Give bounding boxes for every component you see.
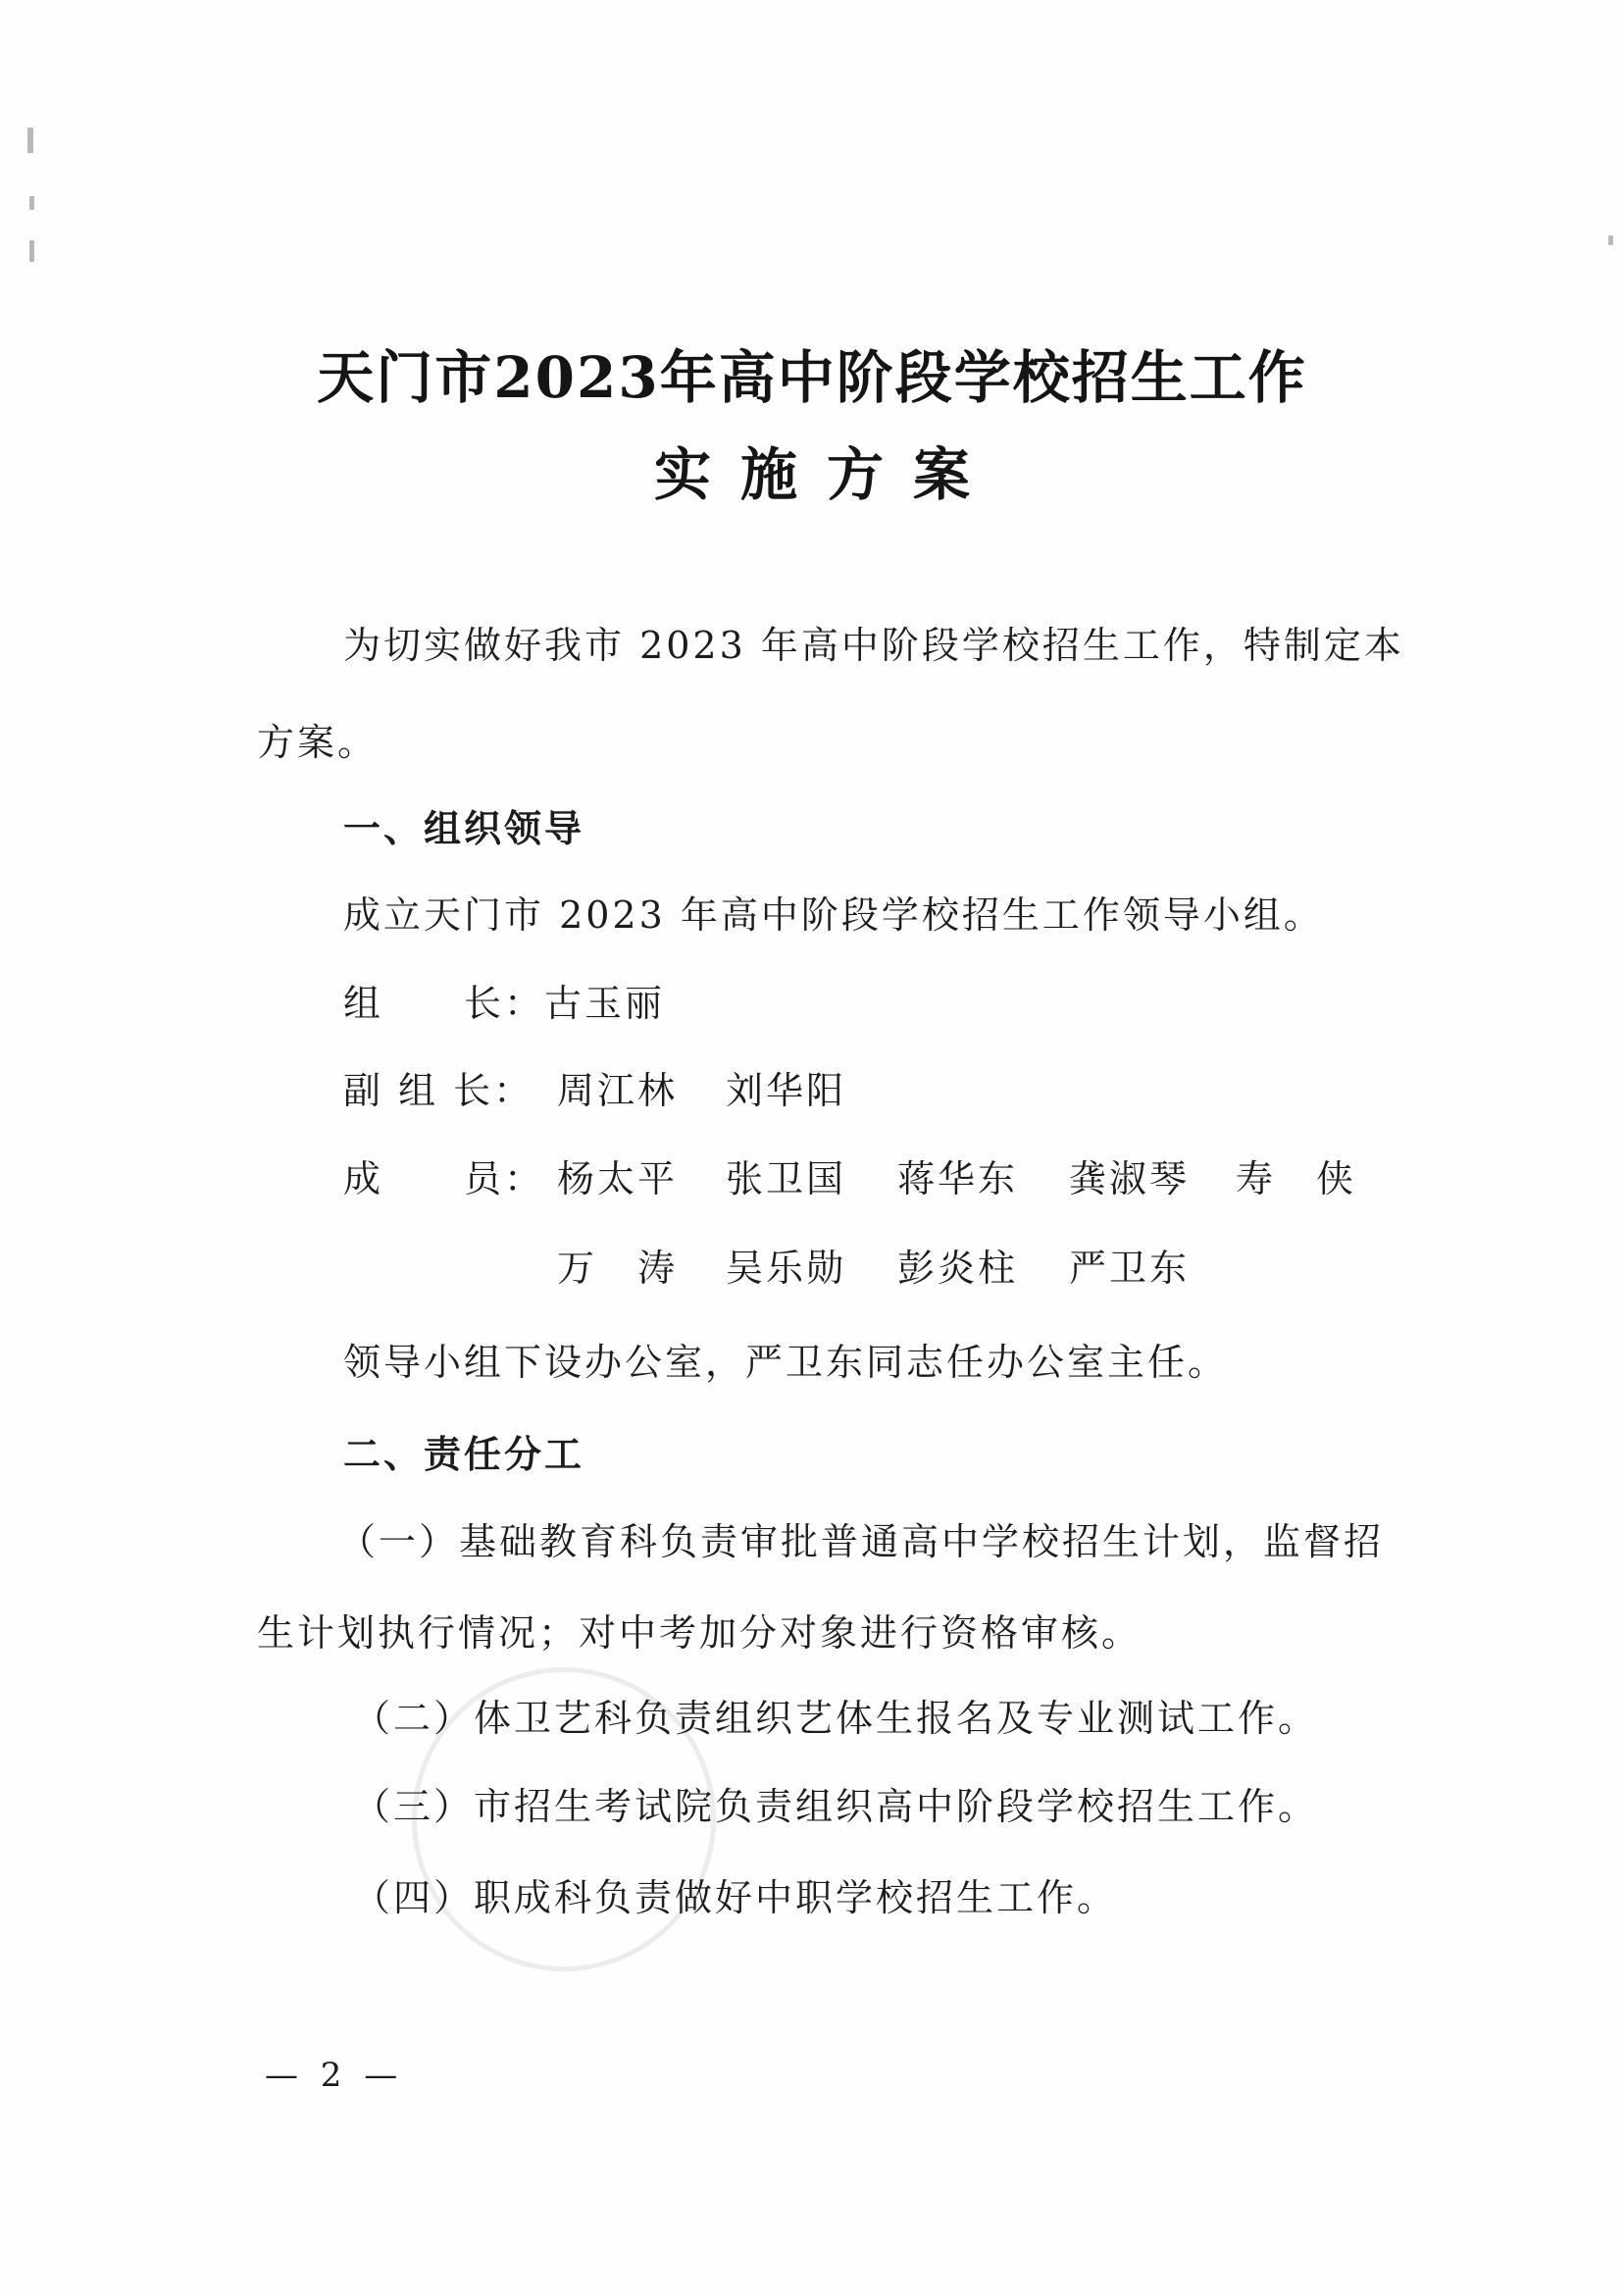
leader-label: 组 长： — [343, 982, 545, 1025]
members-label: 成 员： — [343, 1157, 545, 1200]
deputy-label: 副 组 长： — [343, 1069, 534, 1112]
member-name: 张卫国 — [726, 1157, 847, 1200]
section2-item3: （三）市招生考试院负责组织高中阶段学校招生工作。 — [353, 1785, 1319, 1828]
members-row2 — [343, 1244, 1569, 1293]
members-row1 — [343, 1154, 1569, 1203]
scan-speck — [27, 127, 33, 153]
page-number: — 2 — — [265, 2056, 404, 2095]
deputy-name: 刘华阳 — [726, 1069, 847, 1112]
member-name: 寿 侠 — [1236, 1157, 1357, 1200]
deputy-name: 周江林 — [557, 1069, 679, 1112]
scan-speck — [1608, 235, 1613, 245]
section2-item4: （四）职成科负责做好中职学校招生工作。 — [353, 1876, 1118, 1919]
section2-item2: （二）体卫艺科负责组织艺体生报名及专业测试工作。 — [353, 1697, 1319, 1740]
section1-heading: 一、组织领导 — [343, 807, 585, 850]
intro-line1: 为切实做好我市 2023 年高中阶段学校招生工作，特制定本 — [343, 624, 1404, 667]
section2-item1-line1: （一）基础教育科负责审批普通高中学校招生计划，监督招 — [338, 1520, 1385, 1563]
document-title-line2: 实施方案 — [653, 441, 999, 508]
section2-heading: 二、责任分工 — [343, 1433, 585, 1476]
intro-line2: 方案。 — [257, 721, 379, 764]
member-name: 万 涛 — [557, 1247, 679, 1290]
scan-speck — [29, 196, 34, 210]
section1-text: 成立天门市 2023 年高中阶段学校招生工作领导小组。 — [343, 893, 1324, 937]
member-name: 杨太平 — [557, 1157, 679, 1200]
member-name: 蒋华东 — [897, 1157, 1019, 1200]
office-text: 领导小组下设办公室，严卫东同志任办公室主任。 — [343, 1341, 1229, 1384]
document-title-line1: 天门市2023年高中阶段学校招生工作 — [317, 344, 1307, 411]
member-name: 吴乐勋 — [726, 1247, 847, 1290]
member-name: 彭炎柱 — [897, 1247, 1019, 1290]
scan-speck — [29, 240, 34, 262]
leader-name: 古玉丽 — [544, 982, 666, 1025]
leader-row — [343, 979, 665, 1028]
member-name: 严卫东 — [1069, 1247, 1191, 1290]
section2-item1-line2: 生计划执行情况；对中考加分对象进行资格审核。 — [257, 1611, 1142, 1655]
member-name: 龚淑琴 — [1069, 1157, 1191, 1200]
deputy-row — [343, 1066, 1520, 1115]
